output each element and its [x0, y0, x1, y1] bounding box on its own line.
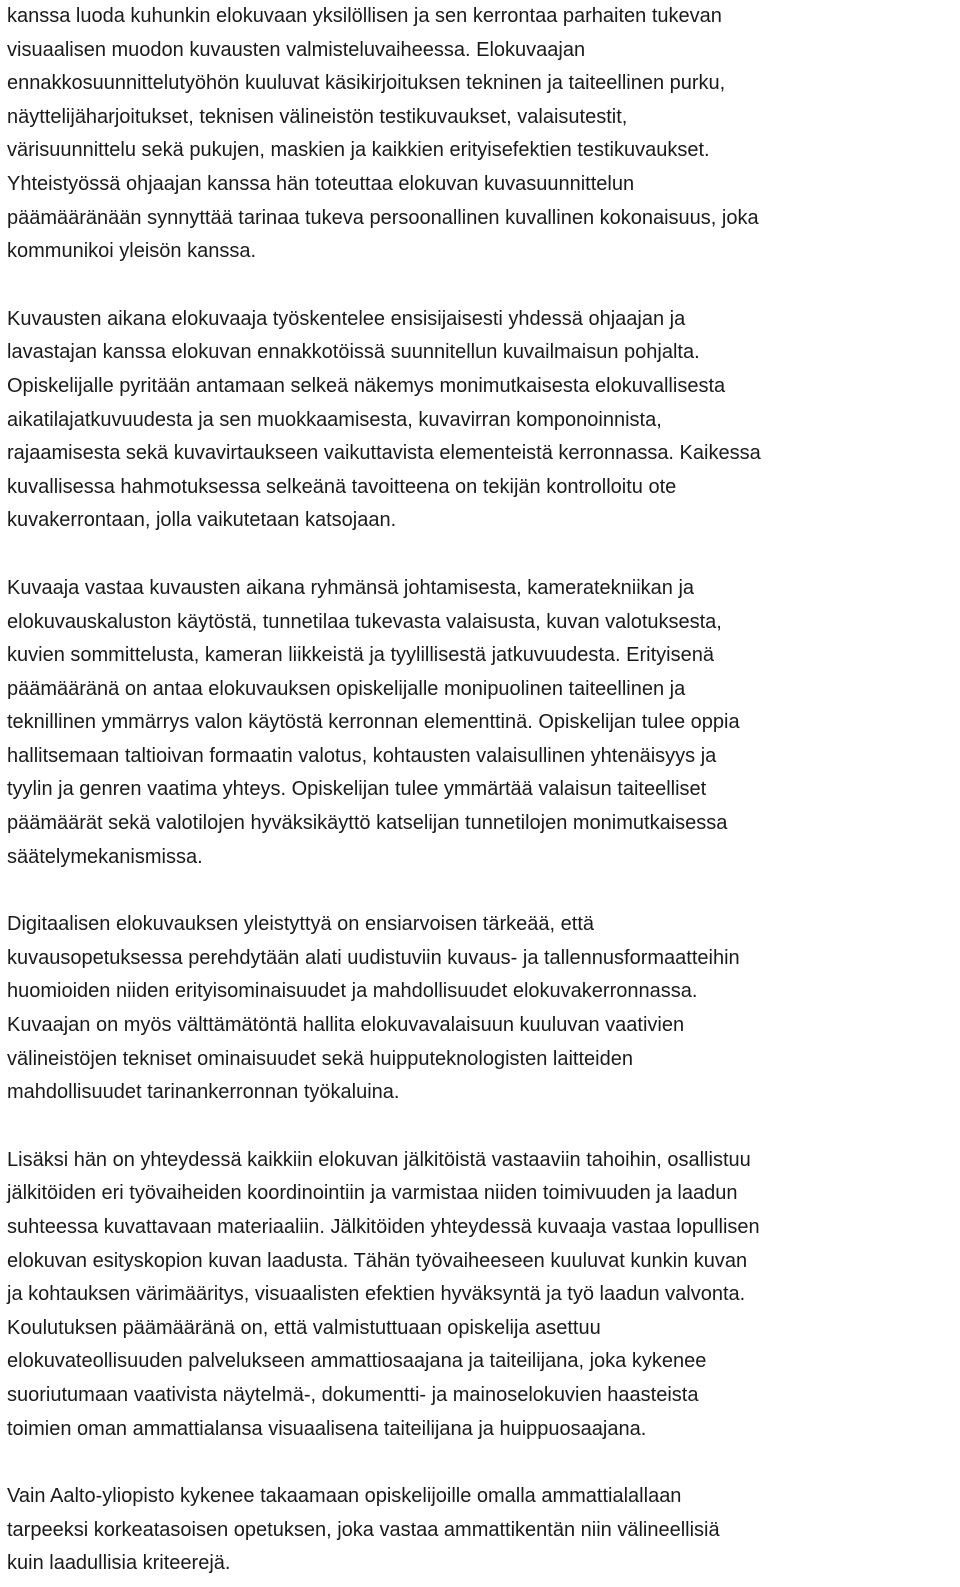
- text-line: kuin laadullisia kriteerejä.: [7, 1552, 231, 1575]
- paragraph-4: [7, 908, 955, 1110]
- text-line: hallitsemaan taltioivan formaatin valotus, kohtausten valaisullinen yhtenäisyys ja: [7, 744, 717, 767]
- text-line: elokuvateollisuuden palvelukseen ammattiosaajana ja taiteilijana, joka kykenee: [7, 1350, 707, 1373]
- text-line: Kuvaaja vastaa kuvausten aikana ryhmänsä johtamisesta, kameratekniikan ja: [7, 576, 695, 599]
- text-line: elokuvan esityskopion kuvan laadusta. Tähän työvaiheeseen kuuluvat kunkin kuvan: [7, 1249, 748, 1272]
- text-line: Kuvausten aikana elokuvaaja työskentelee ensisijaisesti yhdessä ohjaajan ja: [7, 307, 686, 330]
- text-line: Yhteistyössä ohjaajan kanssa hän toteuttaa elokuvan kuvasuunnittelun: [7, 172, 635, 195]
- text-line: suhteessa kuvattavaan materiaaliin. Jälkitöiden yhteydessä kuvaaja vastaa lopullisen: [7, 1216, 760, 1238]
- paragraph-2: [7, 303, 955, 538]
- text-line: kuvausopetuksessa perehdytään alati uudistuviin kuvaus- ja tallennusformaatteihin: [7, 946, 740, 969]
- text-line: lavastajan kanssa elokuvan ennakkotöissä suunnitellun kuvailmaisun pohjalta.: [7, 341, 700, 364]
- text-line: elokuvauskaluston käytöstä, tunnetilaa tukevasta valaisusta, kuvan valotuksesta,: [7, 610, 722, 633]
- paragraph-5: [7, 1144, 955, 1446]
- text-line: jälkitöiden eri työvaiheiden koordinointiin ja varmistaa niiden toimivuuden ja laadun: [7, 1182, 738, 1205]
- text-line: säätelymekanismissa.: [7, 845, 203, 868]
- text-line: päämäärät sekä valotilojen hyväksikäyttö katselijan tunnetilojen monimutkaisessa: [7, 812, 728, 835]
- text-line: huomioiden niiden erityisominaisuudet ja mahdollisuudet elokuvakerronnassa.: [7, 980, 698, 1003]
- text-line: ja kohtauksen värimääritys, visuaalisten efektien hyväksyntä ja työ laadun valvonta.: [7, 1283, 746, 1306]
- text-line: tarpeeksi korkeatasoisen opetuksen, joka vastaa ammattikentän niin välineellisiä: [7, 1518, 720, 1541]
- text-line: kanssa luoda kuhunkin elokuvaan yksilöllisen ja sen kerrontaa parhaiten tukevan: [7, 5, 722, 27]
- text-line: Digitaalisen elokuvauksen yleistyttyä on ensiarvoisen tärkeää, että: [7, 913, 594, 936]
- text-line: Lisäksi hän on yhteydessä kaikkiin elokuvan jälkitöistä vastaaviin tahoihin, osallistuu: [7, 1148, 751, 1171]
- text-line: Opiskelijalle pyritään antamaan selkeä näkemys monimutkaisesta elokuvallisesta: [7, 374, 726, 397]
- paragraph-3: [7, 572, 955, 874]
- text-line: Koulutuksen päämääränä on, että valmistuttuaan opiskelija asettuu: [7, 1316, 601, 1339]
- text-line: näyttelijäharjoitukset, teknisen välineistön testikuvaukset, valaisutestit,: [7, 105, 628, 128]
- document-page: [7, 0, 955, 1581]
- text-line: visuaalisen muodon kuvausten valmisteluvaiheessa. Elokuvaajan: [7, 38, 586, 61]
- text-line: välineistöjen tekniset ominaisuudet sekä huipputeknologisten laitteiden: [7, 1047, 633, 1070]
- text-line: suoriutumaan vaativista näytelmä-, dokumentti- ja mainoselokuvien haasteista: [7, 1383, 699, 1406]
- text-line: aikatilajatkuvuudesta ja sen muokkaamisesta, kuvavirran komponoinnista,: [7, 408, 662, 431]
- text-line: värisuunnittelu sekä pukujen, maskien ja kaikkien erityisefektien testikuvaukset.: [7, 139, 710, 162]
- text-line: kuvien sommittelusta, kameran liikkeistä ja tyylillisestä jatkuvuudesta. Erityisenä: [7, 644, 714, 667]
- text-line: kuvakerrontaan, jolla vaikutetaan katsojaan.: [7, 509, 397, 532]
- text-line: kommunikoi yleisön kanssa.: [7, 240, 256, 263]
- text-line: ennakkosuunnittelutyöhön kuuluvat käsikirjoituksen tekninen ja taiteellinen purku,: [7, 72, 726, 95]
- paragraph-1: [7, 0, 955, 269]
- text-line: mahdollisuudet tarinankerronnan työkaluina.: [7, 1081, 400, 1104]
- text-line: Kuvaajan on myös välttämätöntä hallita elokuvavalaisuun kuuluvan vaativien: [7, 1014, 685, 1037]
- text-line: tyylin ja genren vaatima yhteys. Opiskelijan tulee ymmärtää valaisun taiteelliset: [7, 778, 707, 801]
- text-line: teknillinen ymmärrys valon käytöstä kerronnan elementtinä. Opiskelijan tulee oppia: [7, 711, 740, 734]
- text-line: toimien oman ammattialansa visuaalisena taiteilijana ja huippuosaajana.: [7, 1417, 647, 1440]
- text-line: rajaamisesta sekä kuvavirtaukseen vaikuttavista elementeistä kerronnassa. Kaikessa: [7, 442, 761, 465]
- text-line: päämääränä on antaa elokuvauksen opiskelijalle monipuolinen taiteellinen ja: [7, 677, 686, 700]
- text-line: kuvallisessa hahmotuksessa selkeänä tavoitteena on tekijän kontrolloitu ote: [7, 475, 677, 498]
- text-line: Vain Aalto-yliopisto kykenee takaamaan opiskelijoille omalla ammattialallaan: [7, 1485, 682, 1508]
- text-line: päämääränään synnyttää tarinaa tukeva persoonallinen kuvallinen kokonaisuus, joka: [7, 206, 759, 229]
- paragraph-6: [7, 1480, 955, 1581]
